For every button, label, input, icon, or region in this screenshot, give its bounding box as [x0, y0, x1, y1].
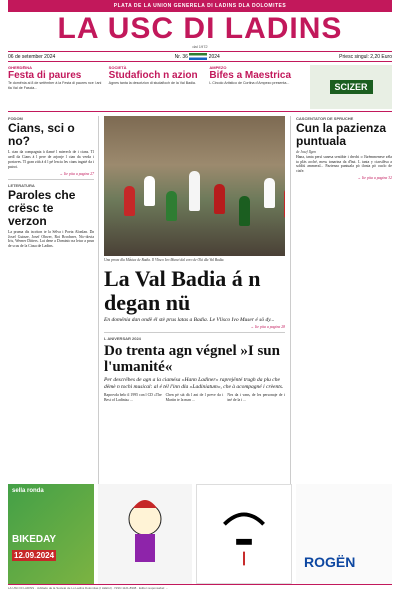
column-body: Hana, tanta persì sanesa sentibie i drechi o l'ürèmmenese zéla ta plàs acché, mess tonarina da d'but. L tanta y ciarsilèsa a soldiù ammeral... Pazienza puntuala pò tlonia pò ouclo de ciafe.	[296, 154, 392, 174]
teaser-title: Bifes a Maestrica	[209, 70, 292, 81]
issue-date: 06 de setember 2024	[8, 53, 56, 60]
divider	[104, 332, 285, 333]
byline: de Josef Ilgen	[296, 150, 316, 154]
teaser-3[interactable]	[209, 65, 310, 111]
teaser-body: Agnes tanta la descrizion di studafioch de la Val Badia.	[108, 81, 196, 85]
ladin-flag-icon	[189, 53, 207, 60]
issue-number: Nr. 36	[174, 53, 188, 60]
photo-figure	[144, 176, 155, 206]
since-label: dal 1972	[192, 44, 208, 49]
photo-figure	[284, 188, 285, 218]
bike-date: 12.09.2024	[14, 551, 55, 560]
scizer-logo: SCIZER	[330, 80, 373, 94]
article-body: L cian da compagnia à tlamé l mierech de i cians. Tl uedl da Cians à l pere de arjonje l cian da verda i portaves. Tl gran zità à d l pé lescia les cians ingaté da i patroi.	[8, 150, 94, 169]
cartoon-ad[interactable]	[98, 484, 192, 584]
section-label: LETERATURA	[8, 182, 35, 188]
section-label: CASCENTATOR DE SPRUCHE	[296, 116, 354, 121]
teaser-title: Festa di paures	[8, 70, 82, 81]
rogen-ad[interactable]	[296, 484, 392, 584]
lead-lede: En domënia dan ondë él stè prus latas a Badia. Le Vlisco Ivo Muser é sö dy...	[104, 316, 275, 323]
teaser-body: Te domënia ai 8 de setëmber à la Festa di paures nce l ani tla Val de Fascia...	[8, 81, 102, 90]
section-label: L ANIVERSAR 2024	[104, 336, 141, 342]
cartoon-figure-icon	[98, 484, 192, 584]
column-text: Raprovda belo il 1995 con l CD »The Best of Ladinia« ...	[104, 392, 162, 402]
dateline	[8, 51, 392, 62]
column-text: Chen pë stà dà l ani de l preve da i Martin te la man ...	[165, 392, 224, 402]
photo-figure	[264, 178, 275, 208]
top-advertisement[interactable]	[310, 65, 392, 109]
article-headline[interactable]: Do trenta agn végnel »I sun l'umanité«	[104, 343, 280, 376]
lead-headline[interactable]: La Val Badia á n degan nü	[104, 265, 261, 315]
topbar-banner: PLATA DE LA UNION GENERELA DI LADINS DLA DOLOMITES	[8, 0, 392, 12]
photo-figure	[189, 171, 200, 211]
teaser-kicker: GHERDËINA	[8, 65, 33, 70]
teaser-row	[8, 65, 392, 112]
continue-link[interactable]: → Ite pita a pagina 28	[250, 325, 285, 330]
teaser-2[interactable]	[109, 65, 210, 111]
page-footer: LA USC DI LADINS · Jubilado de la Societé de Lo Ladins Dolomitas (I LEEGI) · ISSN 1121-8908 · Editor responsabel: ...	[8, 584, 392, 590]
teaser-kicker: SOCIETÀ	[108, 65, 127, 70]
ad-row	[8, 484, 392, 584]
rogen-logo: ROGËN	[304, 554, 356, 570]
continue-link[interactable]: → Ite pita a pagina 27	[59, 171, 94, 176]
issue-year: 2024	[208, 53, 220, 60]
teaser-kicker: AMPEZO	[209, 65, 227, 70]
mustache-face-icon	[197, 485, 291, 583]
article-columns	[104, 393, 285, 403]
sella-ronda-ad[interactable]	[8, 484, 94, 584]
article-headline[interactable]: Paroles che crësc te verzon	[8, 187, 76, 228]
article-lede: Per descrëbes de agn a la ciamésa »Hann Ladiner« raprejënté trugh da plu che dëmè n tochi musical: al é tél l'inn dla »Ladiniatum«, che à acompagné i crèents.	[104, 377, 284, 391]
column-text: Nes da i vans, de les personaje de i iné de la i ...	[227, 392, 286, 402]
bike-brand: sella ronda	[12, 488, 44, 494]
teaser-1[interactable]	[8, 65, 109, 111]
teaser-body: L Circolo Artistico de Cortina d'Ampezo presenta...	[209, 81, 290, 85]
face-ad[interactable]	[196, 484, 292, 584]
issue-number-group	[175, 53, 220, 60]
divider	[8, 179, 94, 180]
masthead-title: LA USC DI LADINS	[57, 12, 343, 45]
section-label: FODOM	[8, 116, 23, 121]
procession-photo	[104, 116, 285, 256]
issue-price: Priesc singul: 2,20 Euro	[339, 53, 392, 60]
column-headline[interactable]: Cun la pazienza puntuala	[296, 121, 387, 148]
continue-link[interactable]: → Ite pita a pagina 32	[357, 176, 392, 181]
teaser-title: Studafioch n azion	[108, 70, 198, 81]
photo-figure	[124, 186, 135, 216]
photo-figure	[239, 196, 250, 226]
photo-caption: Una prova dla Mǘsica de Badia. Il Vlisco Ivo Munei dal coro de Olà dla Val Badia.	[104, 258, 225, 262]
article-headline[interactable]: Cians, sci o no?	[8, 121, 75, 148]
bike-name: BIKEDAY	[12, 534, 57, 545]
photo-figure	[214, 184, 225, 214]
article-body: La pruma dis iscriton te la Sëlva i Poeta Alonlan. Da Josef Guinze, Josef Obwer, Roi Brochner, Nic-dovia Iris, Werner Ditters. Lat dene a Dominic na letur a prun de scus de la Ciasa de Ladins.	[8, 229, 94, 249]
photo-figure	[166, 191, 177, 221]
